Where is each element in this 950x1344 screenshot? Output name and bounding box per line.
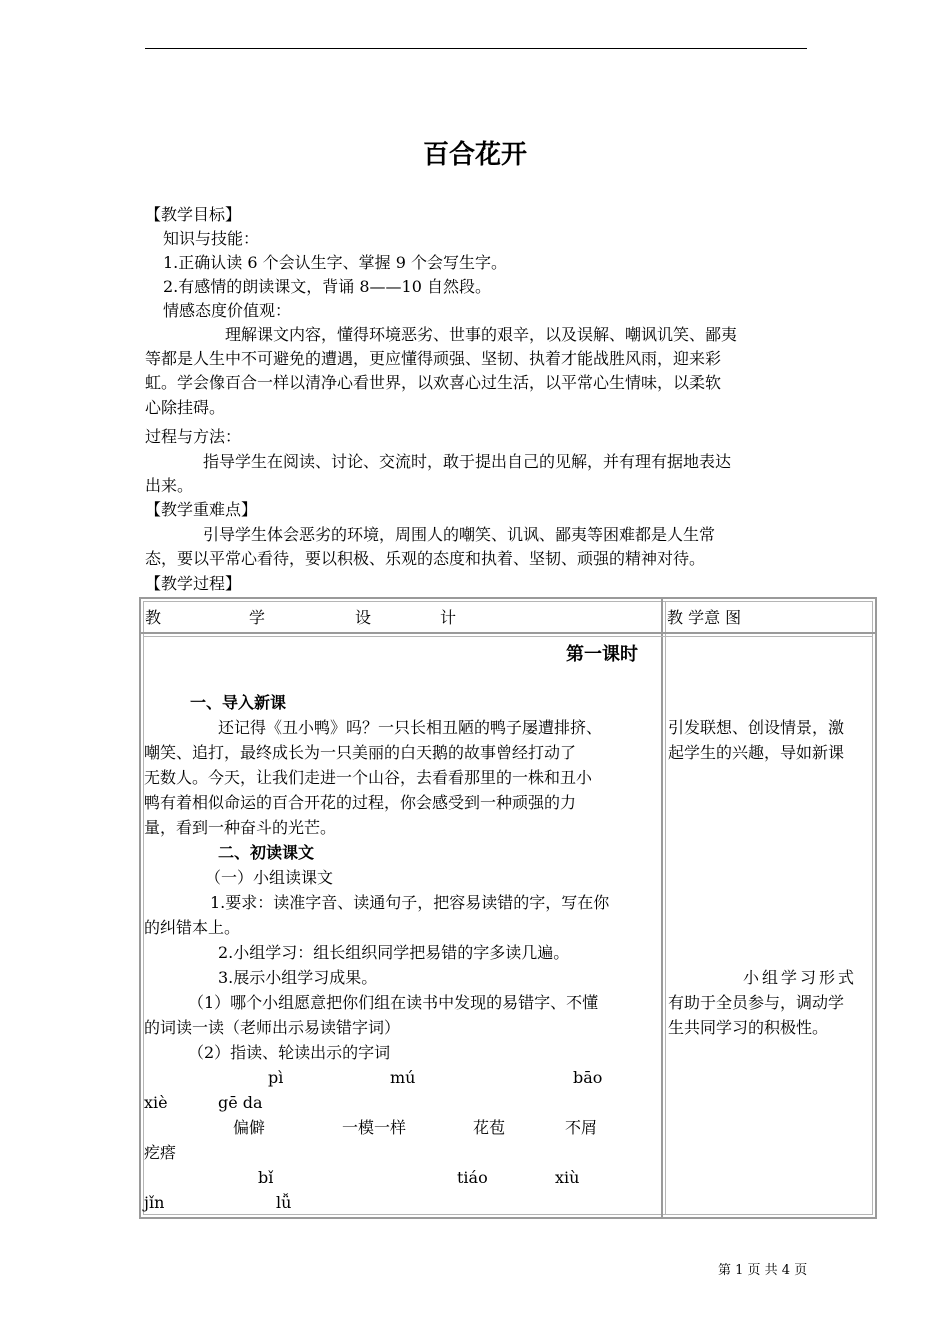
point-1-line-1: （1）哪个小组愿意把你们组在读书中发现的易错字、不懂 [188,993,599,1012]
col1-header-char-3: 设 [355,608,372,627]
pinyin-lv: lǚ [276,1193,292,1212]
pinyin-xiu: xiù [555,1168,580,1187]
intro-line-1: 还记得《丑小鸭》吗？一只长相丑陋的鸭子屡遭排挤、 [218,718,603,737]
pinyin-bao: bāo [573,1068,603,1087]
intro-line-2: 嘲笑、追打，最终成长为一只美丽的白天鹅的故事曾经打动了 [144,743,577,762]
table-header-divider [139,632,877,634]
knowledge-label: 知识与技能： [163,229,260,248]
point-1-line-2: 的词读一读（老师出示易读错字词） [144,1018,401,1037]
intent-1-line-2: 起学生的兴趣，导如新课 [668,743,845,762]
page-title: 百合花开 [422,140,527,170]
emotion-line-3: 虹。学会像百合一样以清净心看世界，以欢喜心过生活，以平常心生情味，以柔软 [145,373,722,392]
emotion-label: 情感态度价值观： [163,301,292,320]
step-2: 2.小组学习：组长组织同学把易错的字多读几遍。 [218,943,570,962]
requirement-line-2: 的纠错本上。 [144,918,241,937]
emotion-line-2: 等都是人生中不可避免的遭遇，更应懂得顽强、坚韧、执着才能战胜风雨，迎来彩 [145,349,722,368]
process-heading: 【教学过程】 [145,574,242,593]
pinyin-geda: gē da [218,1093,263,1112]
objective-item-2: 2.有感情的朗读课文，背诵 8——10 自然段。 [163,277,491,296]
emotion-line-1: 理解课文内容，懂得环境恶劣、世事的艰辛，以及误解、嘲讽讥笑、鄙夷 [225,325,738,344]
pinyin-bi: bǐ [258,1168,274,1187]
point-2: （2）指读、轮读出示的字词 [188,1043,391,1062]
objective-item-1: 1.正确认读 6 个会认生字、掌握 9 个会写生字。 [163,253,507,272]
section-2-heading: 二、初读课文 [218,843,315,862]
col1-header-char-2: 学 [249,608,266,627]
intro-line-3: 无数人。今天，让我们走进一个山谷，去看看那里的一株和丑小 [144,768,593,787]
section-1-heading: 一、导入新课 [190,693,287,712]
table-column-divider [661,597,663,1219]
intent-2-line-1: 小组学习形式 [743,968,858,987]
word-geda: 疙瘩 [144,1143,177,1162]
lesson-title: 第一课时 [566,644,638,665]
step-3: 3.展示小组学习成果。 [218,968,378,987]
difficulty-heading: 【教学重难点】 [145,500,258,519]
difficulty-line-2: 态，要以平常心看待，要以积极、乐观的态度和执着、坚韧、顽强的精神对待。 [145,549,706,568]
page-footer: 第 1 页 共 4 页 [718,1263,808,1278]
header-rule [145,48,807,49]
col1-header-char-1: 教 [145,608,162,627]
word-buxie: 不屑 [565,1118,598,1137]
table-column-divider-inner [665,601,666,1215]
table-header-divider-inner [143,636,873,637]
intent-2-line-3: 生共同学习的积极性。 [668,1018,829,1037]
col2-header: 教 学意 图 [667,608,742,627]
process-label: 过程与方法： [145,427,242,446]
word-yimuyiyang: 一模一样 [342,1118,407,1137]
intent-1-line-1: 引发联想、创设情景，激 [668,718,845,737]
col1-header-char-4: 计 [440,608,457,627]
subsection-1: （一）小组读课文 [205,868,334,887]
intro-line-5: 量，看到一种奋斗的光芒。 [144,818,337,837]
process-line-2: 出来。 [145,476,194,495]
emotion-line-4: 心除挂碍。 [145,398,226,417]
pinyin-mu: mú [390,1068,416,1087]
pinyin-pi: pì [268,1068,284,1087]
process-line-1: 指导学生在阅读、讨论、交流时，敢于提出自己的见解，并有理有据地表达 [203,452,732,471]
pinyin-tiao: tiáo [457,1168,488,1187]
word-pianpi: 偏僻 [233,1118,266,1137]
intent-2-line-2: 有助于全员参与，调动学 [668,993,845,1012]
pinyin-xie: xiè [144,1093,168,1112]
objectives-heading: 【教学目标】 [145,205,242,224]
requirement-line-1: 1.要求：读准字音、读通句子，把容易读错的字，写在你 [210,893,610,912]
difficulty-line-1: 引导学生体会恶劣的环境，周围人的嘲笑、讥讽、鄙夷等困难都是人生常 [203,525,716,544]
word-huabao: 花苞 [473,1118,506,1137]
pinyin-jin: jǐn [144,1193,165,1212]
intro-line-4: 鸭有着相似命运的百合开花的过程，你会感受到一种顽强的力 [144,793,577,812]
